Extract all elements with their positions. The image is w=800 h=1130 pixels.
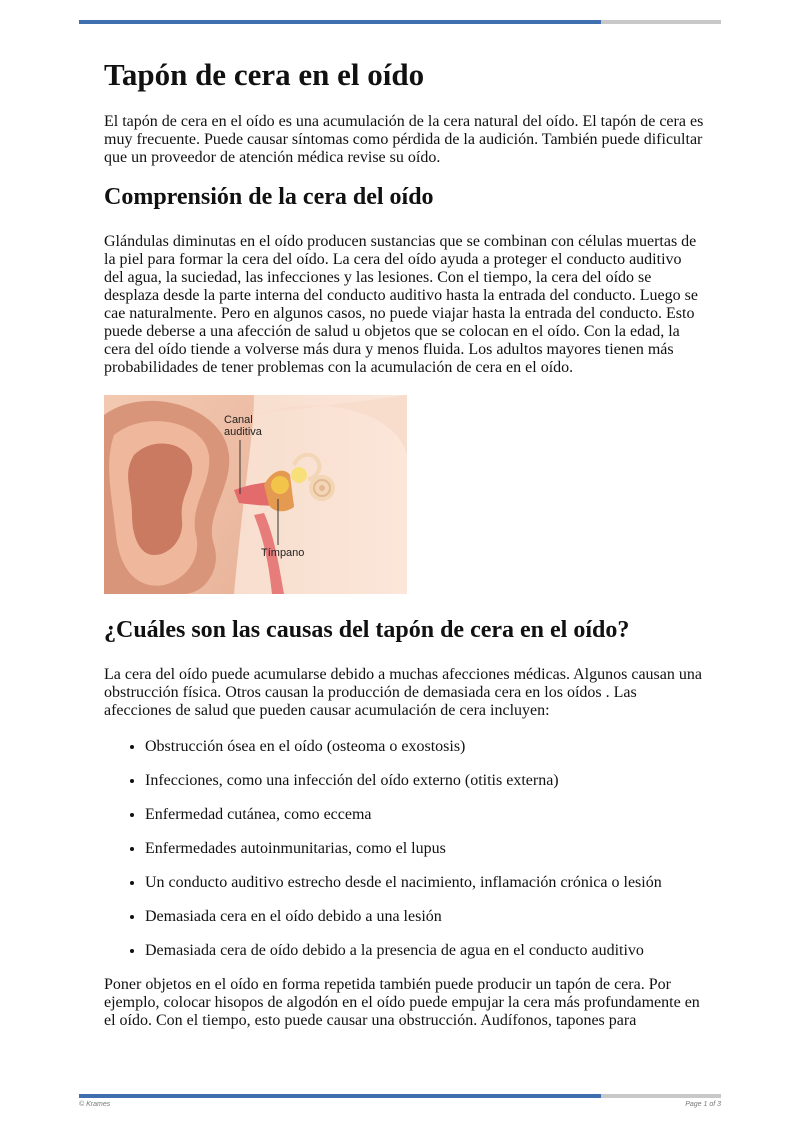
header-rule [79, 20, 721, 24]
ear-anatomy-illustration [104, 395, 407, 594]
causes-paragraph: La cera del oído puede acumularse debido a muchas afecciones médicas. Algunos causan una obstrucción física. Otros causan la producción de demasiada cera en los oídos . Las afecciones de salud que pueden causar acumulación de cera incluyen: [104, 666, 702, 719]
list-item: • Obstrucción ósea en el oído (osteoma o exostosis) [145, 738, 704, 756]
understanding-paragraph: Glándulas diminutas en el oído producen sustancias que se combinan con células muertas de la piel para formar la cera del oído. La cera del oído ayuda a proteger el conducto auditivo del agua, la suciedad, las infecciones y las lesiones. Con el tiempo, la cera del oído se desplaza desde la parte interna del conducto auditivo hasta la entrada del conducto. Luego se cae naturalmente. Pero en algunos casos, no puede viajar hasta la entrada del conducto. Esto puede deberse a una afección de salud u objetos que se colocan en el oído. Con la edad, la cera del oído tiende a volverse más dura y menos fluida. Los adultos mayores tienen más probabilidades de tener problemas con la acumulación de cera en el oído. [104, 233, 698, 376]
list-item: • Infecciones, como una infección del oído externo (otitis externa) [145, 772, 704, 790]
footer-rule [79, 1094, 721, 1098]
page-title: Tapón de cera en el oído [104, 57, 425, 92]
document-body [104, 55, 704, 1048]
closing-paragraph: Poner objetos en el oído en forma repetida también puede producir un tapón de cera. Por ejemplo, colocar hisopos de algodón en el oído puede empujar la cera más profundamente en el oído. Con el tiempo, esto puede causar una obstrucción. Audífonos, tapones para [104, 976, 700, 1029]
canal-label: Canal auditiva [224, 414, 262, 438]
section-heading-understanding: Comprensión de la cera del oído [104, 184, 434, 210]
list-item: • Demasiada cera en el oído debido a una lesión [145, 908, 704, 926]
copyright-text: © Krames [79, 1101, 111, 1108]
list-item: • Enfermedad cutánea, como eccema [145, 806, 704, 824]
page-number: Page 1 of 3 [685, 1101, 721, 1108]
causes-list [104, 738, 704, 960]
list-item: • Enfermedades autoinmunitarias, como el lupus [145, 840, 704, 858]
timpano-label: Tímpano [261, 547, 305, 559]
list-item: • Un conducto auditivo estrecho desde el nacimiento, inflamación crónica o lesión [145, 874, 704, 892]
list-item: • Demasiada cera de oído debido a la presencia de agua en el conducto auditivo [145, 942, 704, 960]
intro-paragraph: El tapón de cera en el oído es una acumulación de la cera natural del oído. El tapón de cera es muy frecuente. Puede causar síntomas como pérdida de la audición. También puede dificultar que un proveedor de atención médica revise su oído. [104, 113, 704, 166]
section-heading-causes: ¿Cuáles son las causas del tapón de cera en el oído? [104, 617, 630, 643]
